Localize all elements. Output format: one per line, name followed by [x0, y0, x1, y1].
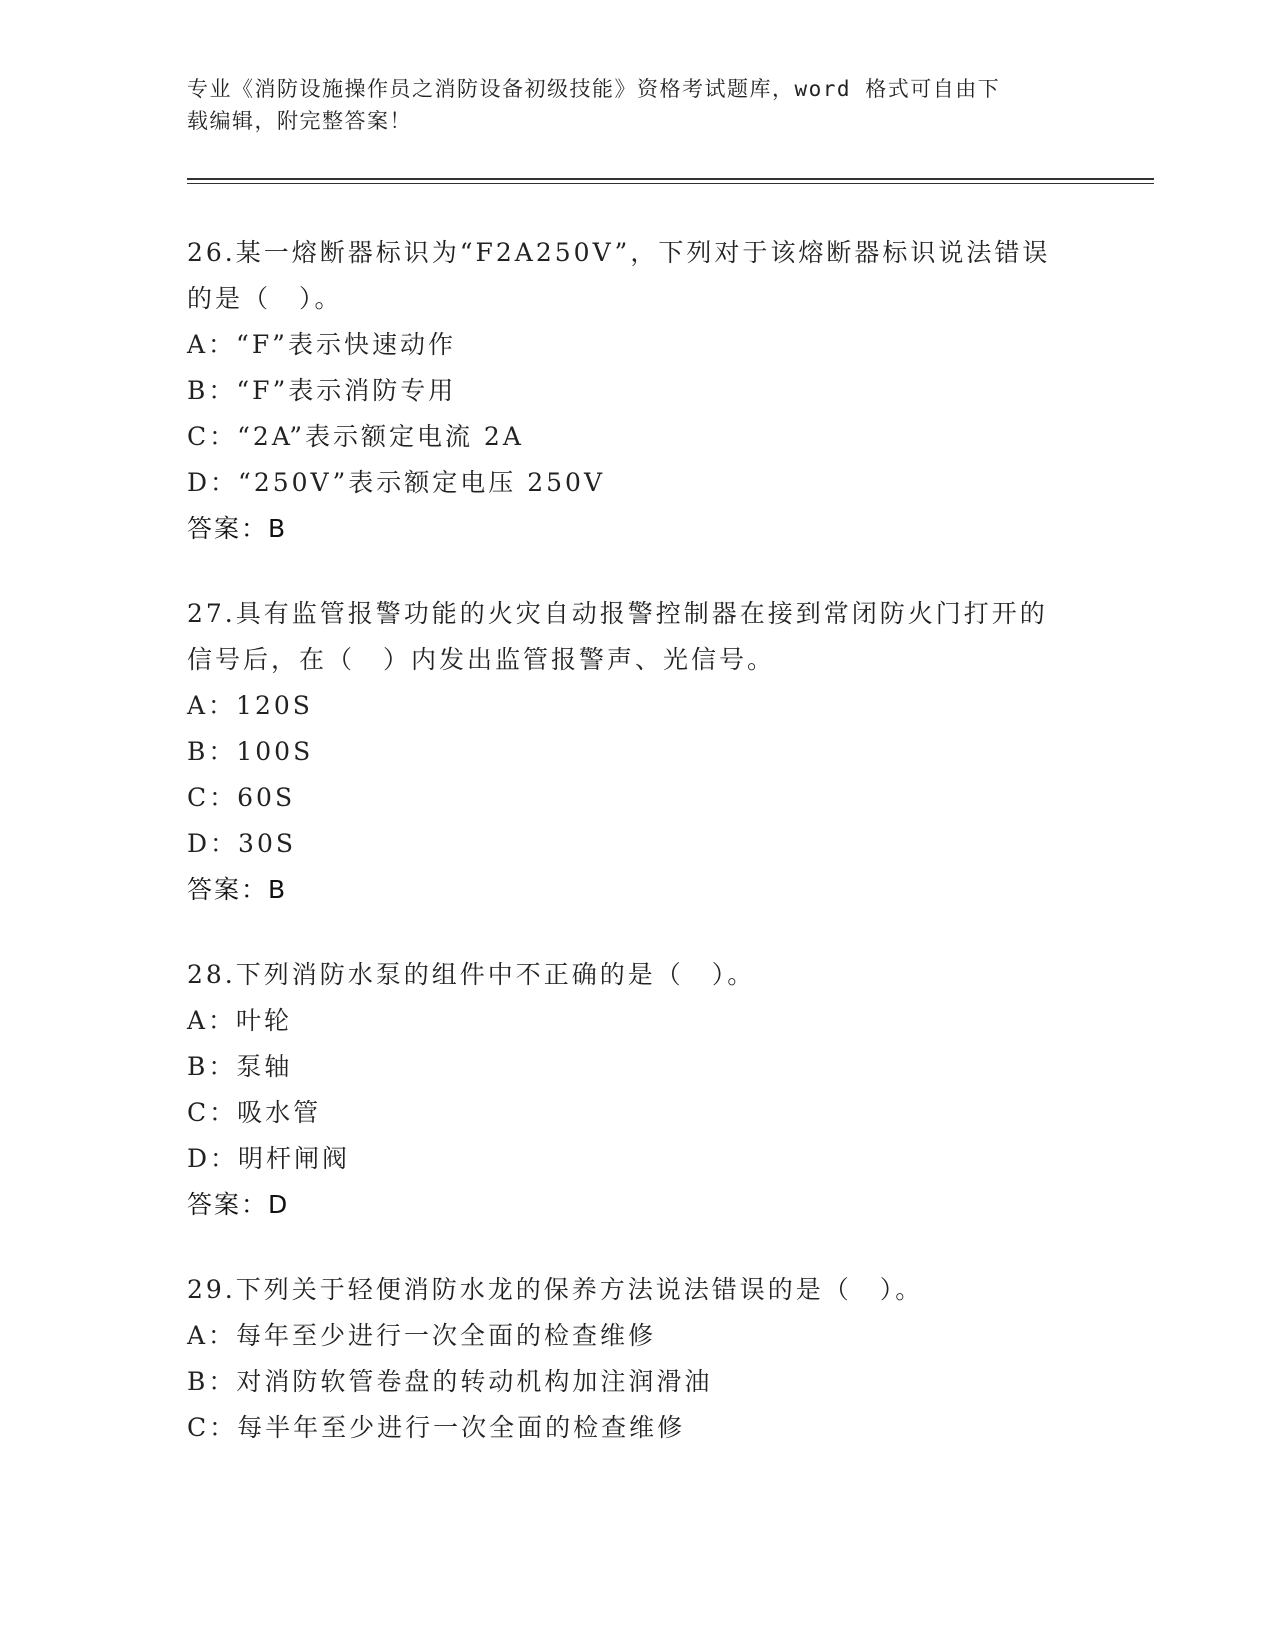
question-28: [187, 952, 1067, 1228]
question-29: [187, 1267, 1067, 1451]
option-a: A：“F”表示快速动作: [187, 330, 456, 359]
option-c: C：60S: [187, 783, 296, 812]
option-a: A：120S: [187, 691, 313, 720]
answer-label: 答案：D: [187, 1190, 290, 1219]
header-divider-thick: [187, 178, 1154, 180]
question-stem: 26.某一熔断器标识为“F2A250V”，下列对于该熔断器标识说法错误: [187, 238, 1051, 267]
header-divider-thin: [187, 183, 1154, 184]
answer-label: 答案：B: [187, 514, 288, 543]
option-b: B：100S: [187, 737, 314, 766]
question-27: [187, 591, 1067, 913]
answer-label: 答案：B: [187, 875, 288, 904]
option-a: A：每年至少进行一次全面的检查维修: [187, 1321, 657, 1350]
header-line-2: 载编辑，附完整答案！: [187, 109, 412, 133]
header-line-1: 专业《消防设施操作员之消防设备初级技能》资格考试题库，word 格式可自由下: [187, 77, 1001, 101]
question-26: [187, 230, 1067, 552]
question-stem: 28.下列消防水泵的组件中不正确的是（ ）。: [187, 960, 756, 989]
option-b: B：对消防软管卷盘的转动机构加注润滑油: [187, 1367, 713, 1396]
option-a: A：叶轮: [187, 1006, 293, 1035]
option-d: D：明杆闸阀: [187, 1144, 351, 1173]
option-d: D：30S: [187, 829, 296, 858]
question-stem: 29.下列关于轻便消防水龙的保养方法说法错误的是（ ）。: [187, 1275, 924, 1304]
option-d: D：“250V”表示额定电压 250V: [187, 468, 606, 497]
option-c: C：“2A”表示额定电流 2A: [187, 422, 524, 451]
document-header: [187, 73, 1067, 137]
question-stem-continued: 信号后，在（ ）内发出监管报警声、光信号。: [187, 645, 776, 674]
option-b: B：泵轴: [187, 1052, 293, 1081]
option-c: C：每半年至少进行一次全面的检查维修: [187, 1413, 686, 1442]
option-b: B：“F”表示消防专用: [187, 376, 457, 405]
question-stem: 27.具有监管报警功能的火灾自动报警控制器在接到常闭防火门打开的: [187, 599, 1048, 628]
option-c: C：吸水管: [187, 1098, 322, 1127]
question-stem-continued: 的是（ ）。: [187, 284, 343, 313]
